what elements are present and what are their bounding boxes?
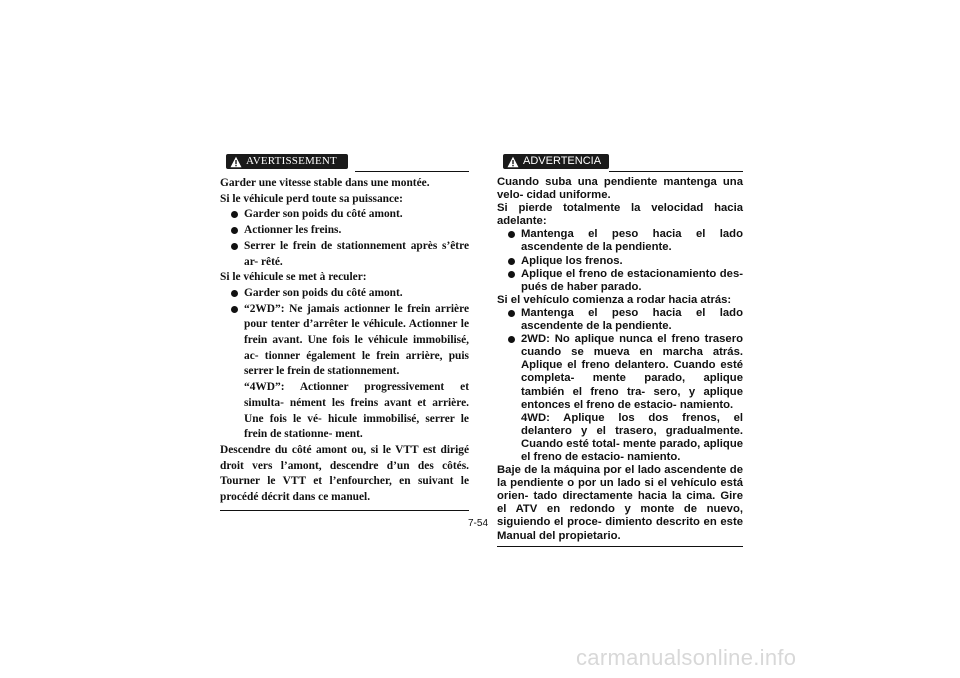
list-item: Serrer le frein de stationnement après s’être ar- rêté. <box>220 239 469 270</box>
bullet-icon <box>231 306 238 313</box>
bullet-icon <box>508 271 515 278</box>
warning-triangle-icon <box>507 156 519 168</box>
power-loss-list <box>220 207 469 270</box>
bullet-icon <box>508 258 515 265</box>
power-loss-heading: Si le véhicule perd toute sa puissance: <box>220 192 403 205</box>
header-rule <box>609 171 743 172</box>
2wd-instruction: “2WD”: Ne jamais actionner le frein arrière pour tenter d’arrêter le véhicule. Actionner le frein avant. Une fois le véhicule immobilisé, ac- tionner également le frein arrière, puis serrer le frein de stationnement. <box>244 302 469 378</box>
warning-badge <box>503 154 609 169</box>
2wd-instruction: 2WD: No aplique nunca el freno trasero cuando se mueva en marcha atrás. Aplique el freno delantero. Cuando esté completa- mente parado, aplique también el freno tra- sero, y aplique entonces el freno de estacio- namiento. <box>521 333 743 411</box>
bullet-icon <box>231 211 238 218</box>
header-rule <box>355 171 469 172</box>
french-warning-block <box>220 154 469 511</box>
rolling-back-heading: Si el vehículo comienza a rodar hacia atrás: <box>497 293 732 306</box>
bullet-icon <box>231 243 238 250</box>
power-loss-heading: Si pierde totalmente la velocidad hacia adelante: <box>497 202 743 228</box>
4wd-instruction: “4WD”: Actionner progressivement et simulta- nément les freins avant et arrière. Une fois le vé- hicule immobilisé, serrer le frein de stationne- ment. <box>244 381 469 441</box>
power-loss-list <box>497 228 743 293</box>
list-item: Aplique los frenos. <box>497 255 743 268</box>
4wd-instruction: 4WD: Aplique los dos frenos, el delantero y el trasero, gradualmente. Cuando esté total- mente parado, aplique el freno de estacio- namiento. <box>521 411 743 463</box>
list-item: Aplique el freno de estacionamiento des- pués de haber parado. <box>497 268 743 294</box>
warning-badge-label: ADVERTENCIA <box>523 154 602 167</box>
list-item: Actionner les freins. <box>220 223 469 239</box>
intro-text: Cuando suba una pendiente mantenga una velo- cidad uniforme. <box>497 176 743 202</box>
intro-text: Garder une vitesse stable dans une montée. <box>220 177 430 189</box>
list-item <box>497 333 743 464</box>
list-item: Mantenga el peso hacia el lado ascendente de la pendiente. <box>497 228 743 254</box>
bullet-icon <box>508 231 515 238</box>
bullet-icon <box>231 290 238 297</box>
end-rule <box>220 510 469 511</box>
list-item: Mantenga el peso hacia el lado ascendente de la pendiente. <box>497 307 743 333</box>
watermark: carmanualsonline.info <box>576 645 797 670</box>
warning-badge <box>226 154 348 169</box>
rolling-back-heading: Si le véhicule se met à reculer: <box>220 271 367 284</box>
bullet-icon <box>508 310 515 317</box>
page-number: 7-54 <box>467 518 488 529</box>
bullet-icon <box>231 227 238 234</box>
rolling-back-list <box>220 286 469 443</box>
end-rule <box>497 546 743 547</box>
warning-header <box>220 154 469 176</box>
warning-badge-label: AVERTISSEMENT <box>246 154 337 167</box>
spanish-warning-block <box>497 154 743 547</box>
warning-header <box>497 154 743 176</box>
closing-text: Descendre du côté amont ou, si le VTT est dirigé droit vers l’amont, descendre d’un des côtés. Tourner le VTT et l’enfourcher, en suivant le procédé décrit dans ce manuel. <box>220 443 469 504</box>
rolling-back-list <box>497 307 743 464</box>
bullet-icon <box>508 336 515 343</box>
closing-text: Baje de la máquina por el lado ascendente de la pendiente o por un lado si el vehículo está orien- tado directamente hacia la cima. Gire el ATV en redondo y monte de nuevo, siguiendo el proce- dimiento descrito en este Manual del propietario. <box>497 464 743 542</box>
warning-triangle-icon <box>230 156 242 168</box>
list-item: Garder son poids du côté amont. <box>220 207 469 223</box>
list-item: Garder son poids du côté amont. <box>220 286 469 302</box>
list-item <box>220 302 469 443</box>
